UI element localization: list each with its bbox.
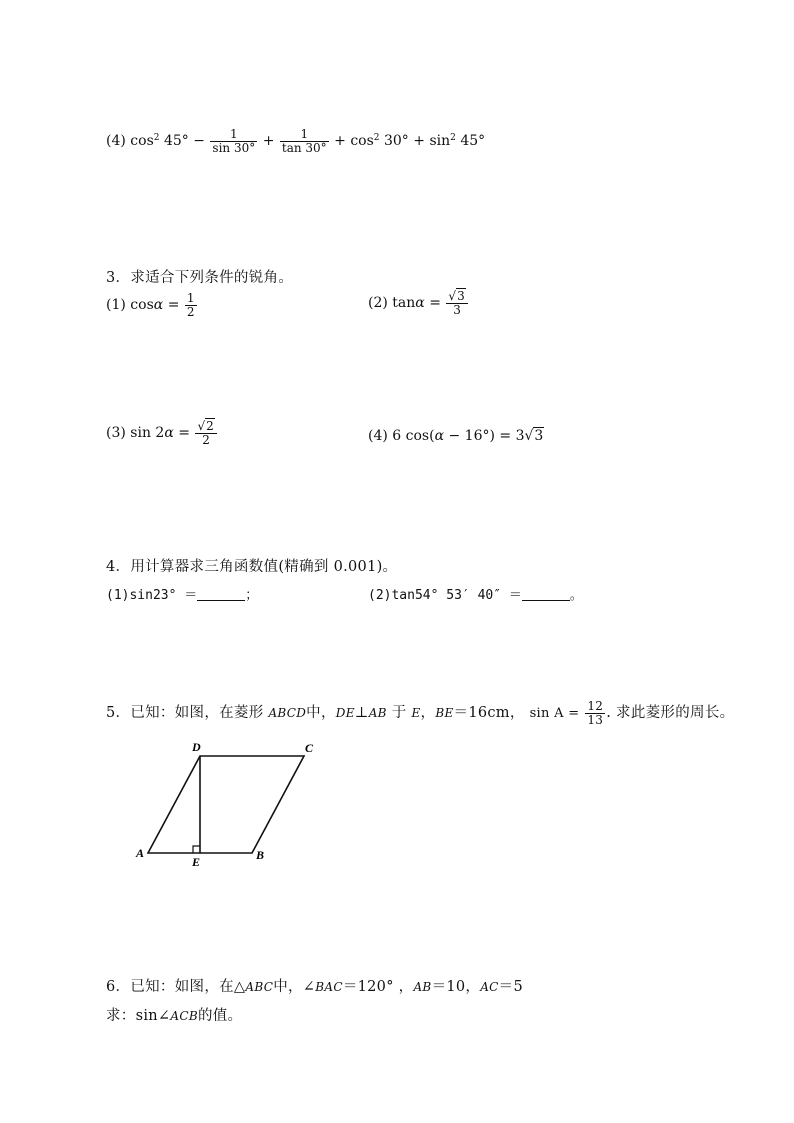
part-label: (1) <box>106 297 126 314</box>
text: 中， <box>306 705 336 722</box>
fraction-denominator: 13 <box>587 712 604 727</box>
variable-alpha: α <box>415 295 425 312</box>
fraction-numerator: 1 <box>280 128 329 142</box>
text: . 求此菱形的周长。 <box>606 705 735 722</box>
vertex-label-e: E <box>192 855 201 869</box>
rhombus-figure <box>130 736 330 876</box>
fraction-numerator: 1 <box>210 128 257 142</box>
label-abcd: ABCD <box>268 706 307 721</box>
label-bac: BAC <box>315 980 343 994</box>
part2-text: (2)tan54° 53′ 40″ ＝ <box>368 588 522 603</box>
expression-start: 6 cos( <box>392 428 435 444</box>
punctuation: ； <box>245 588 259 603</box>
q4-part2 <box>368 584 583 603</box>
text: ＝10， <box>431 979 481 995</box>
fraction-12-over-13 <box>585 700 605 726</box>
sin-term: sin <box>429 133 451 150</box>
angle: 45° <box>460 133 486 150</box>
part1-text: (1)sin23° ＝ <box>106 588 198 603</box>
q4-part1 <box>106 584 258 603</box>
q6-line2 <box>106 1004 242 1025</box>
vertex-label-b: B <box>256 848 265 862</box>
fraction <box>195 420 216 446</box>
part-label: (4) <box>106 133 126 150</box>
label-ab: AB <box>413 980 432 994</box>
variable-alpha: α <box>164 425 174 442</box>
exponent: 2 <box>153 133 160 144</box>
fraction-denominator: 2 <box>186 304 195 319</box>
fraction-1-over-tan30 <box>280 128 329 154</box>
operator: + <box>262 133 275 150</box>
label-de: DE <box>335 706 355 721</box>
radicand: 3 <box>457 289 465 303</box>
q4-heading: 4．用计算器求三角函数值(精确到 0.001)。 <box>106 559 398 575</box>
text: ， <box>420 705 436 722</box>
vertex-label-a: A <box>136 846 145 860</box>
sqrt-symbol: √2 <box>197 419 214 433</box>
answer-blank[interactable] <box>522 588 570 601</box>
label-acb: ACB <box>170 1009 198 1023</box>
fraction-denominator: 3 <box>453 302 461 317</box>
radicand: 3 <box>534 428 544 444</box>
sqrt-symbol: √3 <box>448 289 465 303</box>
sqrt-symbol: √3 <box>524 428 544 444</box>
function-name: sin 2 <box>130 425 165 442</box>
text: 于 <box>391 705 407 722</box>
cos-term: cos <box>130 133 154 150</box>
cos-term: cos <box>350 133 374 150</box>
fraction <box>185 292 197 318</box>
label-e: E <box>411 706 421 721</box>
text: 中，∠ <box>273 979 316 995</box>
radicand: 2 <box>206 419 214 433</box>
q3-heading: 3．求适合下列条件的锐角。 <box>106 270 294 286</box>
q3-part2 <box>368 290 469 316</box>
q3-part4 <box>368 428 544 444</box>
expression-end: − 16°) = 3 <box>444 428 525 444</box>
q5-heading <box>106 700 734 726</box>
function-name: cos <box>130 297 154 314</box>
fraction-denominator: 2 <box>202 432 210 447</box>
exponent: 2 <box>373 133 380 144</box>
text: 5．已知：如图，在菱形 <box>106 705 264 722</box>
label-ab: AB <box>368 706 387 721</box>
fraction-denominator: tan 30° <box>281 140 327 155</box>
punctuation: 。 <box>569 588 583 603</box>
fraction-numerator <box>195 420 216 434</box>
text: 6．已知：如图，在△ <box>106 979 246 995</box>
q6-line1 <box>106 975 523 996</box>
text: 的值。 <box>197 1008 243 1024</box>
equals: = <box>429 295 441 312</box>
text: ＝16cm， <box>453 705 525 722</box>
part-label: (2) <box>368 295 388 312</box>
label-abc: ABC <box>245 980 274 994</box>
right-angle-mark <box>193 846 200 853</box>
q3-part3 <box>106 420 218 446</box>
q3-part1 <box>106 292 198 318</box>
part-label: (3) <box>106 425 126 442</box>
operator: + <box>413 133 425 150</box>
equals: = <box>178 425 190 442</box>
perp-symbol: ⊥ <box>354 705 369 722</box>
answer-blank[interactable] <box>197 588 245 601</box>
q2-part4-expression <box>106 128 485 154</box>
fraction-numerator <box>446 290 467 304</box>
label-ac: AC <box>480 980 499 994</box>
rhombus-outline <box>148 756 304 853</box>
function-name: tan <box>392 295 416 312</box>
exponent: 2 <box>450 133 456 144</box>
fraction-denominator: sin 30° <box>212 140 256 155</box>
part-label: (4) <box>368 428 388 444</box>
sin-a: sin A = <box>529 706 580 722</box>
fraction-1-over-sin30 <box>210 128 257 154</box>
text: ＝5 <box>498 979 523 995</box>
variable-alpha: α <box>434 428 445 444</box>
operator: − <box>193 133 205 150</box>
vertex-label-c: C <box>305 741 314 755</box>
variable-alpha: α <box>153 297 164 314</box>
angle: 30° <box>383 133 409 150</box>
vertex-label-d: D <box>192 740 201 754</box>
label-be: BE <box>435 706 454 721</box>
angle: 45° <box>163 133 189 150</box>
fraction-numerator: 12 <box>587 699 604 713</box>
operator: + <box>334 133 346 150</box>
text: ＝120° ， <box>342 979 414 995</box>
equals: = <box>167 297 180 314</box>
text: 求：sin∠ <box>106 1008 171 1024</box>
fraction-numerator: 1 <box>186 291 195 305</box>
fraction <box>446 290 467 316</box>
